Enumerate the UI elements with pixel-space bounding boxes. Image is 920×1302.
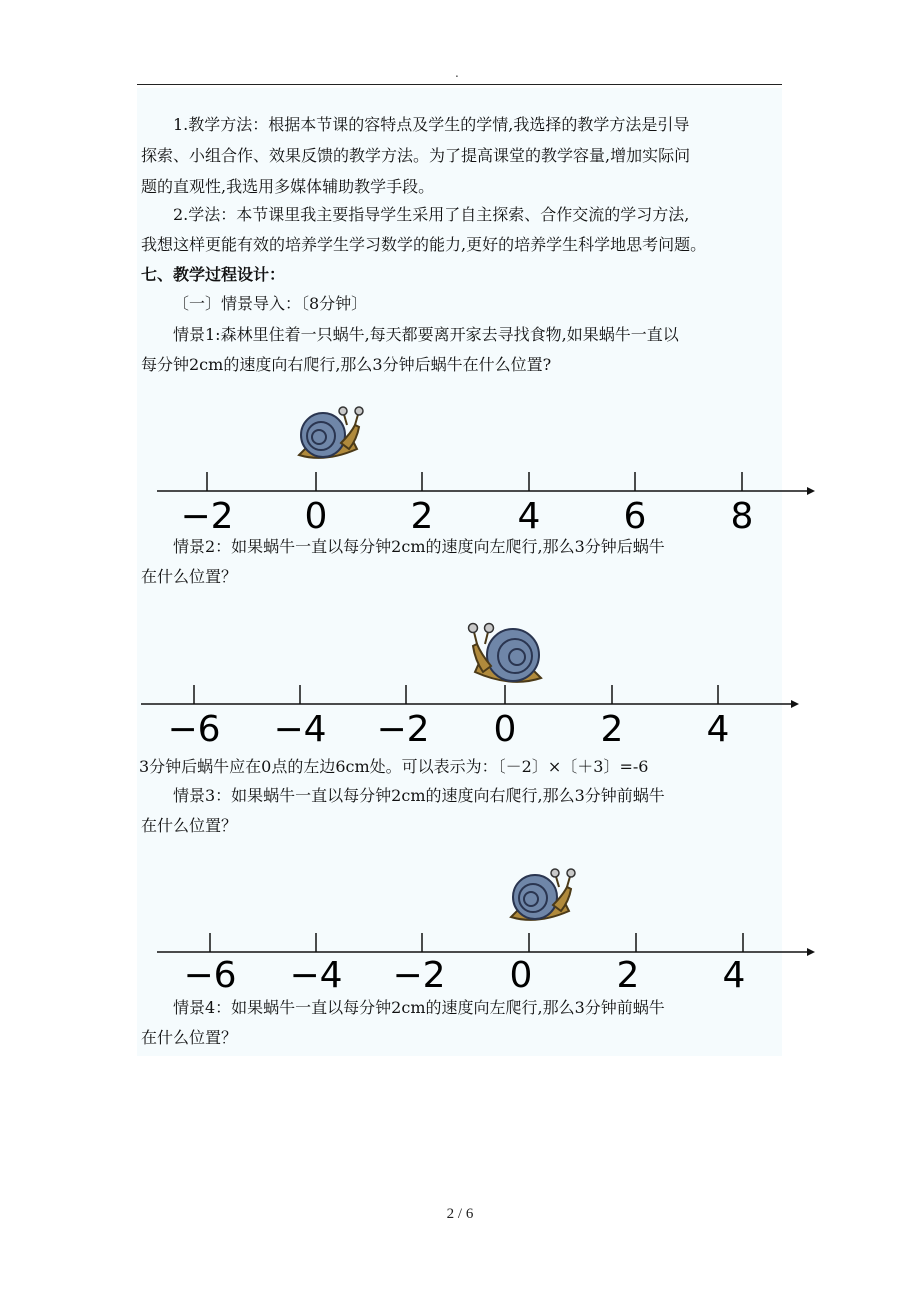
scene-2-answer: 3分钟后蜗牛应在0点的左边6cm处。可以表示为：〔－2〕×〔＋3〕=-6 [139,757,649,776]
tick-label: −2 [180,496,234,537]
paragraph-method-line-1: 1.教学方法：根据本节课的容特点及学生的学情,我选择的教学方法是引导 [173,115,690,134]
scene-1-line-2: 每分钟2cm的速度向右爬行,那么3分钟后蜗牛在什么位置? [141,355,552,374]
paragraph-method-line-3: 题的直观性,我选用多媒体辅助教学手段。 [141,177,435,196]
paragraph-method-line-2: 探索、小组合作、效果反馈的教学方法。为了提高课堂的教学容量,增加实际问 [141,146,691,165]
tick-label: 2 [410,496,434,537]
tick-label: 6 [623,496,647,537]
tick-label: −6 [167,709,221,750]
number-line-3 [137,860,782,1000]
header-rule [137,84,782,85]
tick-label: −6 [183,955,237,996]
scene-3-line-2: 在什么位置？ [141,816,238,835]
tick-label: 0 [493,709,517,750]
tick-label: 4 [706,709,730,750]
number-line-1 [137,398,782,538]
tick-label: 0 [304,496,328,537]
page-number: 2 / 6 [446,1206,474,1222]
tick-label: 2 [600,709,624,750]
tick-label: 8 [730,496,754,537]
snail-icon [511,869,575,920]
scene-2-line-1: 情景2：如果蜗牛一直以每分钟2cm的速度向左爬行,那么3分钟后蜗牛 [173,537,665,556]
tick-label: −4 [289,955,343,996]
section-heading: 七、教学过程设计： [141,265,286,284]
page-content [137,88,782,1056]
tick-label: 2 [616,955,640,996]
snail-icon [469,624,542,682]
tick-label: 4 [517,496,541,537]
subsection-intro: 〔一〕情景导入：〔8分钟〕 [173,294,368,313]
paragraph-study-line-1: 2.学法：本节课里我主要指导学生采用了自主探索、合作交流的学习方法, [173,205,690,224]
scene-3-line-1: 情景3：如果蜗牛一直以每分钟2cm的速度向右爬行,那么3分钟前蜗牛 [173,786,665,805]
paragraph-study-line-2: 我想这样更能有效的培养学生学习数学的能力,更好的培养学生科学地思考问题。 [141,235,707,254]
number-line-2 [137,613,782,758]
tick-label: −2 [392,955,446,996]
scene-4-line-2: 在什么位置？ [141,1028,238,1047]
snail-icon [299,407,363,458]
scene-4-line-1: 情景4：如果蜗牛一直以每分钟2cm的速度向左爬行,那么3分钟前蜗牛 [173,998,665,1017]
tick-label: −4 [273,709,327,750]
tick-label: −2 [376,709,430,750]
header-mark: . [455,66,459,80]
tick-label: 0 [509,955,533,996]
tick-label: 4 [722,955,746,996]
scene-2-line-2: 在什么位置？ [141,567,238,586]
scene-1-line-1: 情景1:森林里住着一只蜗牛,每天都要离开家去寻找食物,如果蜗牛一直以 [173,325,679,344]
